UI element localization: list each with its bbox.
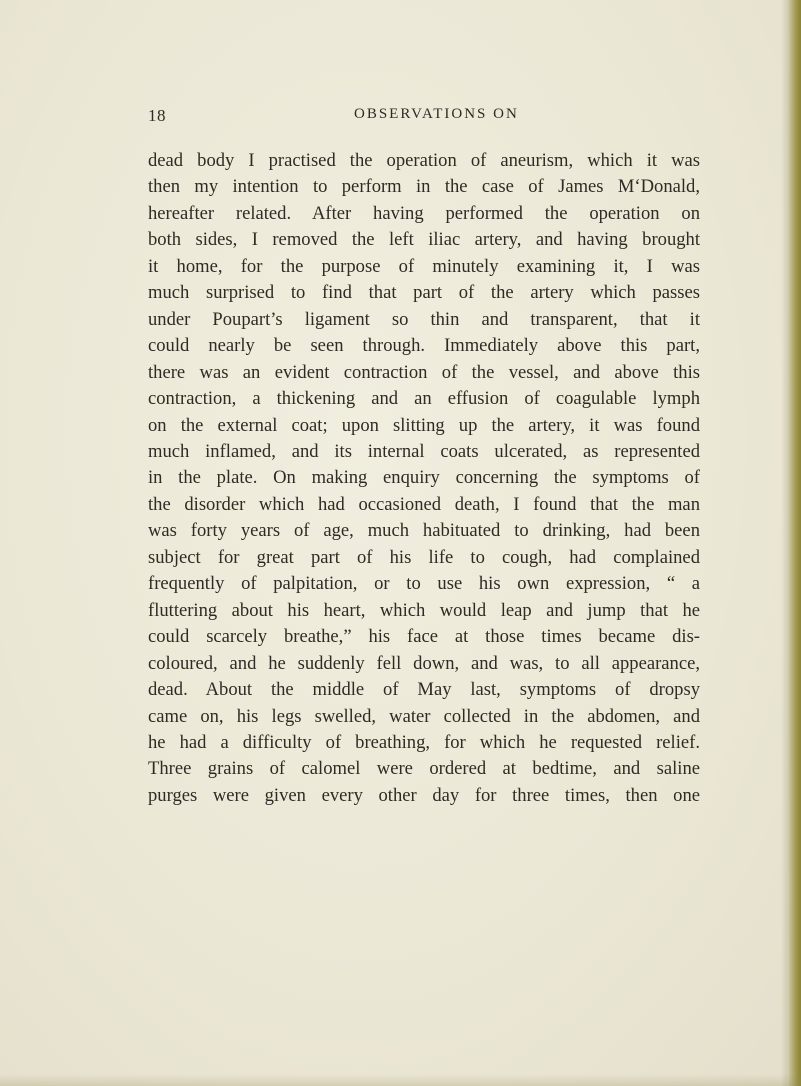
text-line: both sides, I removed the left iliac artery, and having brought xyxy=(148,229,700,251)
text-line: could nearly be seen through. Immediately above this part, xyxy=(148,335,700,357)
text-line: purges were given every other day for three times, then one xyxy=(148,784,700,806)
text-line: contraction, a thickening and an effusion of coagulable lymph xyxy=(148,388,700,410)
text-line: fluttering about his heart, which would leap and jump that he xyxy=(148,599,700,621)
bottom-edge xyxy=(0,1074,801,1086)
page-number: 18 xyxy=(148,106,166,125)
text-line: was forty years of age, much habituated to drinking, had been xyxy=(148,520,700,542)
text-line: subject for great part of his life to cough, had complained xyxy=(148,546,700,568)
text-line: dead body I practised the operation of aneurism, which it was xyxy=(148,150,700,171)
text-line: dead. About the middle of May last, symptoms of dropsy xyxy=(148,679,700,701)
text-line: much surprised to find that part of the artery which passes xyxy=(148,282,700,304)
body-text xyxy=(148,148,700,809)
text-line: coloured, and he suddenly fell down, and was, to all appearance, xyxy=(148,652,700,674)
text-line: the disorder which had occasioned death, I found that the man xyxy=(148,493,700,515)
text-line: under Poupart’s ligament so thin and transparent, that it xyxy=(148,308,700,330)
page-edge xyxy=(787,0,801,1086)
text-line: there was an evident contraction of the vessel, and above this xyxy=(148,361,700,383)
running-head xyxy=(148,106,708,132)
text-line: he had a difficulty of breathing, for which he requested relief. xyxy=(148,731,700,753)
text-line: on the external coat; upon slitting up the artery, it was found xyxy=(148,414,700,436)
text-line: in the plate. On making enquiry concerning the symptoms of xyxy=(148,467,700,489)
text-line: Three grains of calomel were ordered at bedtime, and saline xyxy=(148,758,700,780)
text-line: came on, his legs swelled, water collected in the abdomen, and xyxy=(148,705,700,727)
running-head-title: OBSERVATIONS ON xyxy=(354,106,519,122)
text-line: frequently of palpitation, or to use his own expression, “ a xyxy=(148,573,700,595)
text-line: it home, for the purpose of minutely examining it, I was xyxy=(148,255,700,277)
text-line: could scarcely breathe,” his face at those times became dis- xyxy=(148,626,700,648)
text-line: then my intention to perform in the case of James M‘Donald, xyxy=(148,176,700,198)
text-line: much inflamed, and its internal coats ulcerated, as represented xyxy=(148,440,700,462)
text-line: hereafter related. After having performed the operation on xyxy=(148,202,700,224)
